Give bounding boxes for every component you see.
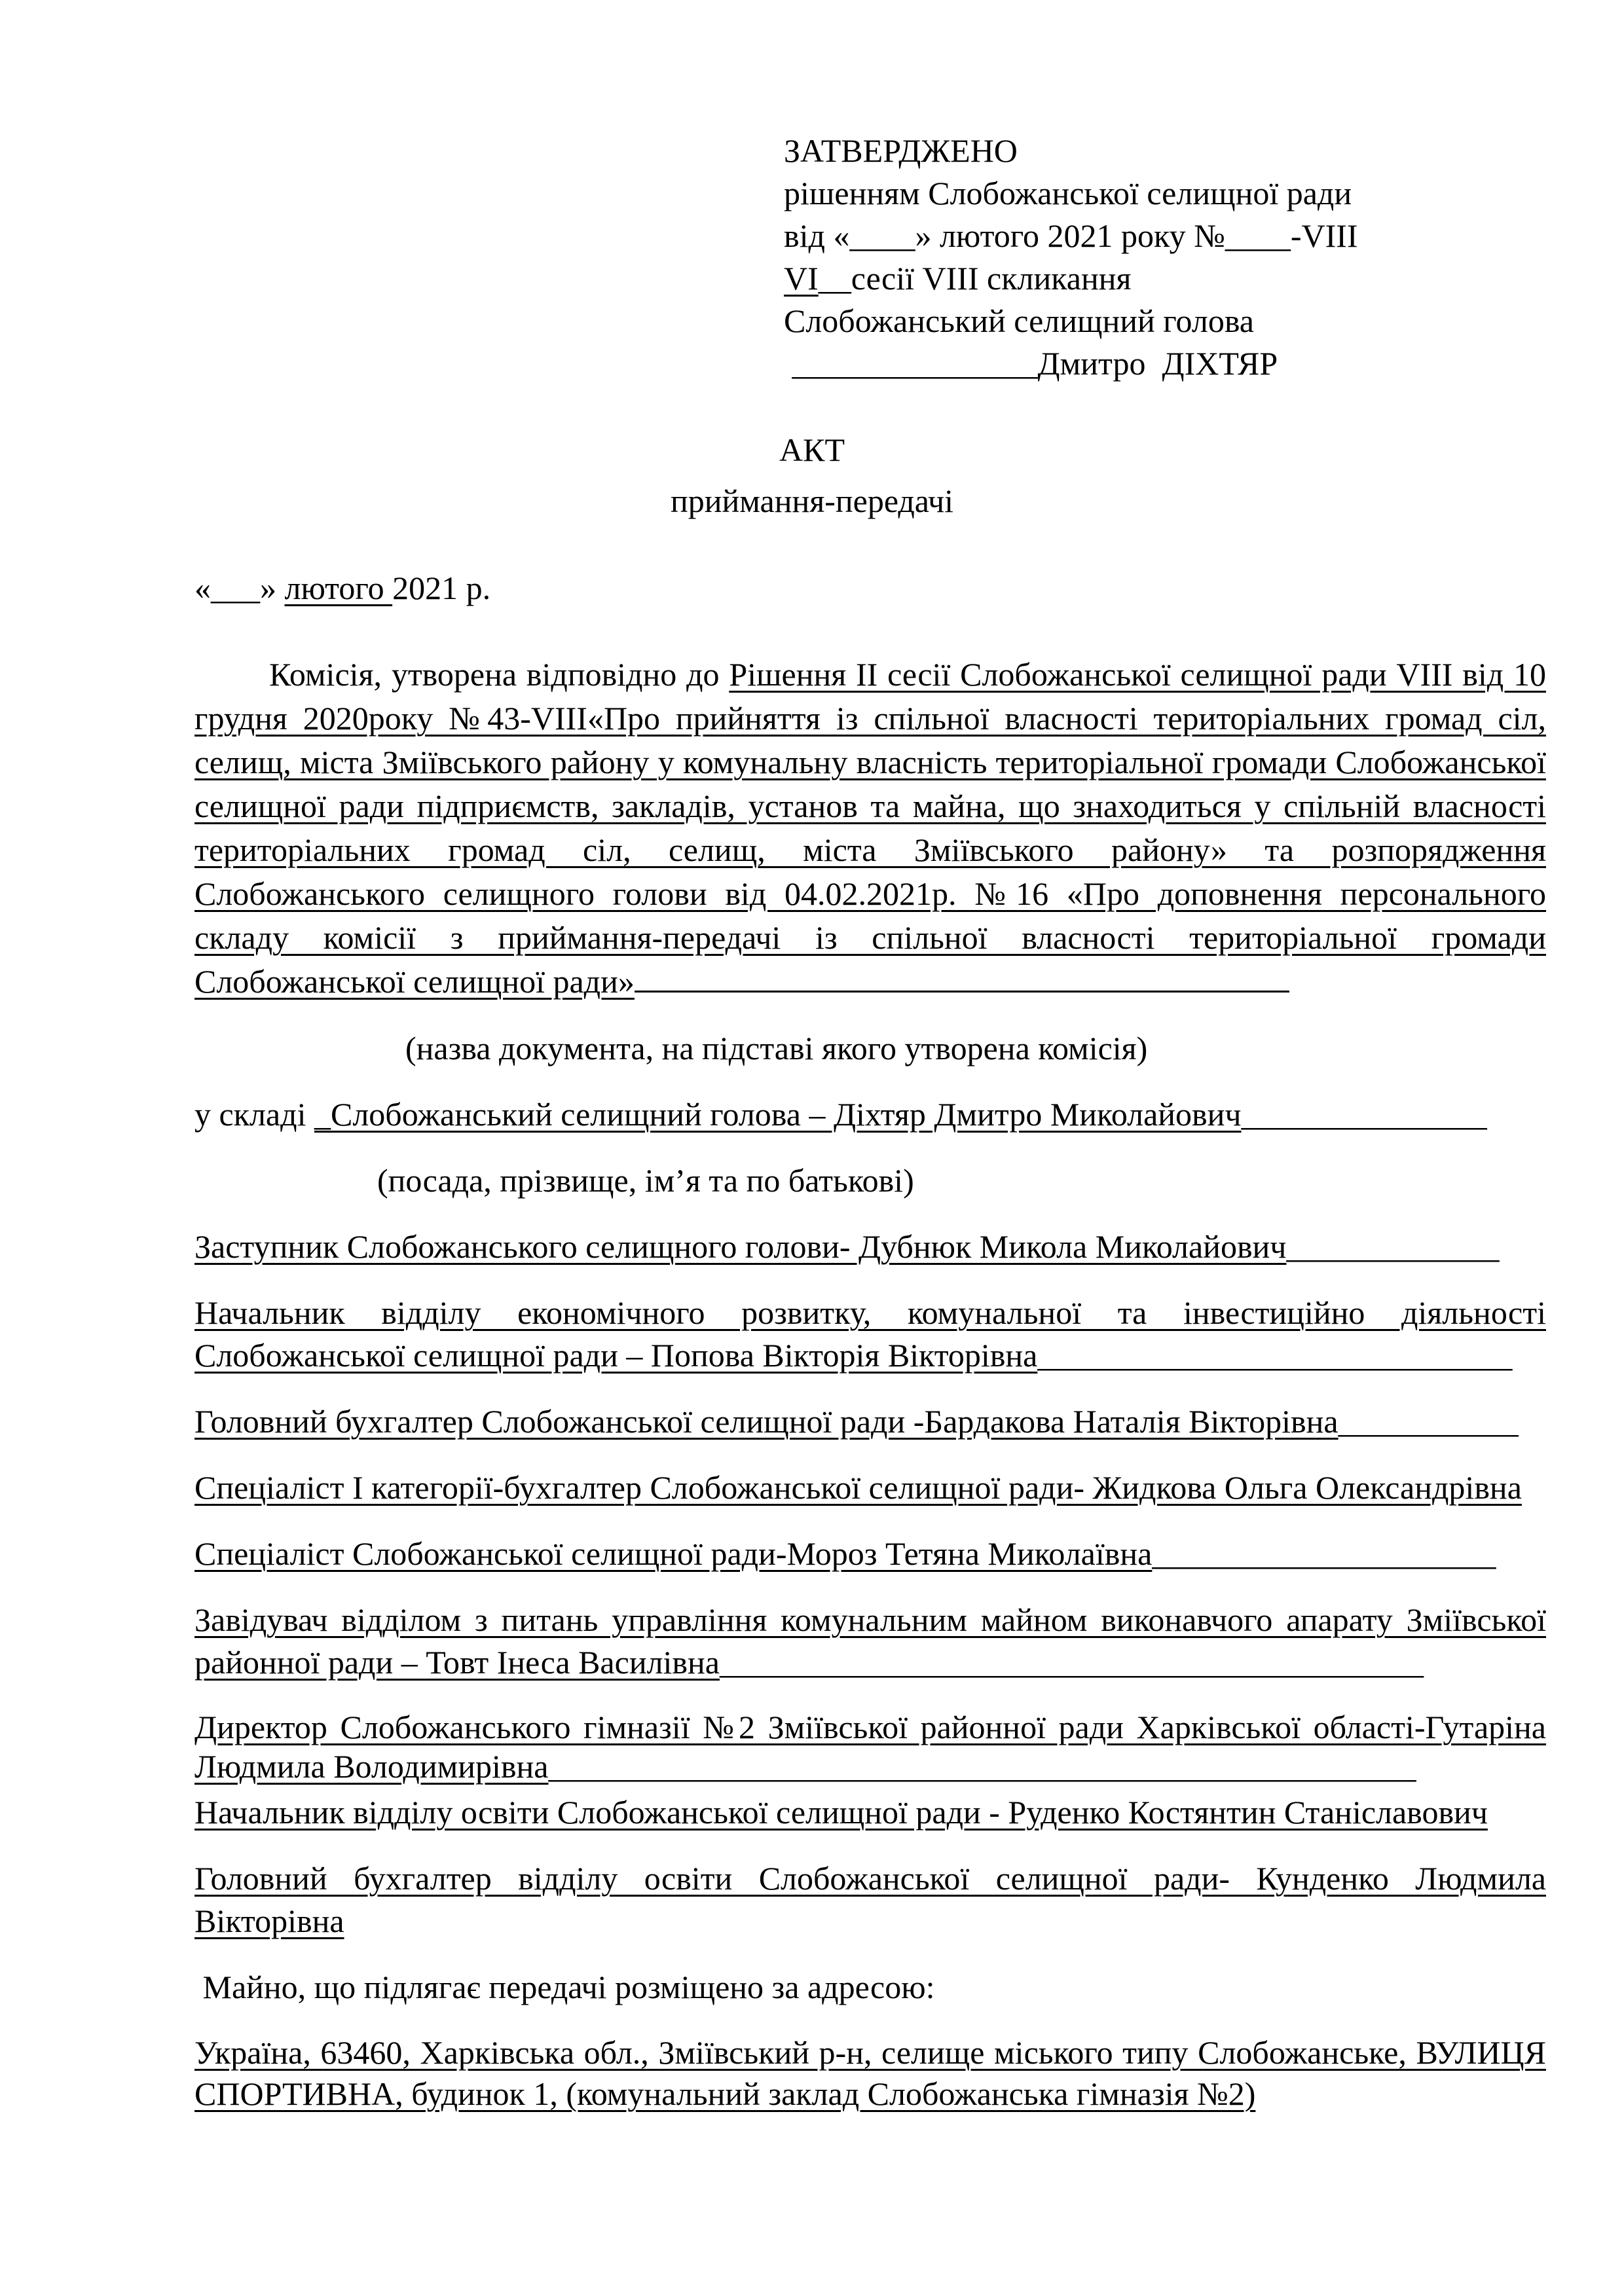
member-text: Головний бухгалтер Слобожанської селищної ради -Бардакова Наталія Вікторівна bbox=[194, 1403, 1338, 1440]
member-fill: ___________ bbox=[1338, 1403, 1519, 1440]
date-year: 2021 р. bbox=[392, 570, 491, 606]
member-7 bbox=[194, 1707, 1546, 1786]
member-text: Спеціаліст Слобожанської селищної ради-Мороз Тетяна Миколаївна bbox=[194, 1535, 1153, 1572]
signer-name: Дмитро ДІХТЯР bbox=[1037, 345, 1278, 382]
approval-session bbox=[784, 257, 1546, 300]
chair-fill: _______________ bbox=[1241, 1096, 1487, 1133]
composition-prefix: у складі bbox=[194, 1096, 314, 1133]
member-text: Завідувач відділом з питань управління комунальним майном виконавчого апарату Зміївської районної ради – Товт Інеса Василівна bbox=[194, 1601, 1546, 1681]
date-month: лютого bbox=[284, 570, 393, 606]
member-fill: _____________________________ bbox=[1037, 1337, 1513, 1374]
member-text: Начальник відділу освіти Слобожанської селищної ради - Руденко Костянтин Станіславович bbox=[194, 1794, 1488, 1831]
property-address bbox=[194, 2032, 1546, 2115]
member-text: Директор Слобожанського гімназії №2 Зміївської районної ради Харківської області-Гутаріна Людмила Володимирівна bbox=[194, 1709, 1546, 1785]
session-rest: __сесії VIII скликання bbox=[818, 260, 1132, 297]
date-day: «___» bbox=[194, 570, 285, 606]
member-4 bbox=[194, 1467, 1546, 1509]
commission-basis: Рішення ІІ сесії Слобожанської селищної ради VIII від 10 грудня 2020року №43-VIII«Про прийняття із спільної власності територіальних громад сіл, селищ, міста Зміївського району у комунальну власність територіальної громади Слобожанської селищної ради підприємств, закладів, установ та майна, що знаходиться у спільній власності територіальних громад сіл, селищ, міста Зміївського району» та розпорядження Слобожанського селищного голови від 04.02.2021р. №16 «Про доповнення персонального складу комісії з приймання-передачі із спільної власності територіальної громади Слобожанської селищної ради» bbox=[194, 656, 1546, 1000]
act-date bbox=[194, 567, 1546, 610]
member-8 bbox=[194, 1791, 1546, 1834]
approval-date-number: від «____» лютого 2021 року №____-VIII bbox=[784, 217, 1358, 254]
member-text: Начальник відділу економічного розвитку, комунальної та інвестиційно діяльності Слобожанської селищної ради – Попова Вікторія Вікторівна bbox=[194, 1294, 1546, 1374]
member-fill: _____________________ bbox=[1152, 1535, 1496, 1572]
act-subtitle: приймання-передачі bbox=[670, 483, 954, 519]
approval-decision: рішенням Слобожанської селищної ради bbox=[784, 175, 1352, 211]
member-3 bbox=[194, 1400, 1546, 1443]
commission-chair bbox=[194, 1093, 1546, 1136]
approval-title: ЗАТВЕРДЖЕНО bbox=[784, 132, 1018, 169]
approval-head-position: Слобожанський селищний голова bbox=[784, 302, 1254, 339]
approval-block bbox=[784, 130, 1546, 385]
member-text: Заступник Слобожанського селищного голови- Дубнюк Микола Миколайович bbox=[194, 1228, 1287, 1265]
basis-caption: (назва документа, на підставі якого утворена комісія) bbox=[405, 1030, 1148, 1066]
member-fill: _____________________________________________________ bbox=[548, 1748, 1416, 1785]
member-text: Головний бухгалтер відділу освіти Слобожанської селищної ради- Кунденко Людмила Вікторівна bbox=[194, 1860, 1546, 1939]
address-text: Україна, 63460, Харківська обл., Зміївський р-н, селище міського типу Слобожанське, ВУЛИЦЯ СПОРТИВНА, будинок 1, (комунальний заклад Слобожанська гімназія №2) bbox=[194, 2034, 1546, 2112]
basis-fill-line bbox=[635, 962, 1289, 993]
commission-basis-paragraph bbox=[194, 653, 1546, 1004]
member-fill: ___________________________________________ bbox=[719, 1644, 1424, 1681]
member-fill: _____________ bbox=[1286, 1228, 1500, 1265]
member-6 bbox=[194, 1599, 1546, 1684]
approval-signature bbox=[784, 342, 1546, 385]
property-label: Майно, що підлягає передачі розміщено за адресою: bbox=[194, 1969, 935, 2005]
member-1 bbox=[194, 1226, 1546, 1268]
member-2 bbox=[194, 1292, 1546, 1377]
member-9 bbox=[194, 1857, 1546, 1942]
commission-intro: Комісія, утворена відповідно до bbox=[269, 656, 729, 693]
member-text: Спеціаліст І категорії-бухгалтер Слобожанської селищної ради- Жидкова Ольга Олександрівна bbox=[194, 1469, 1522, 1506]
session-number: VI bbox=[784, 260, 819, 297]
act-title: АКТ bbox=[779, 431, 845, 468]
chair-name: _Слобожанський селищний голова – Діхтяр Дмитро Миколайович bbox=[314, 1096, 1242, 1133]
chair-caption: (посада, прізвище, ім’я та по батькові) bbox=[377, 1162, 914, 1199]
signature-blank: _______________ bbox=[784, 345, 1038, 382]
member-5 bbox=[194, 1533, 1546, 1575]
